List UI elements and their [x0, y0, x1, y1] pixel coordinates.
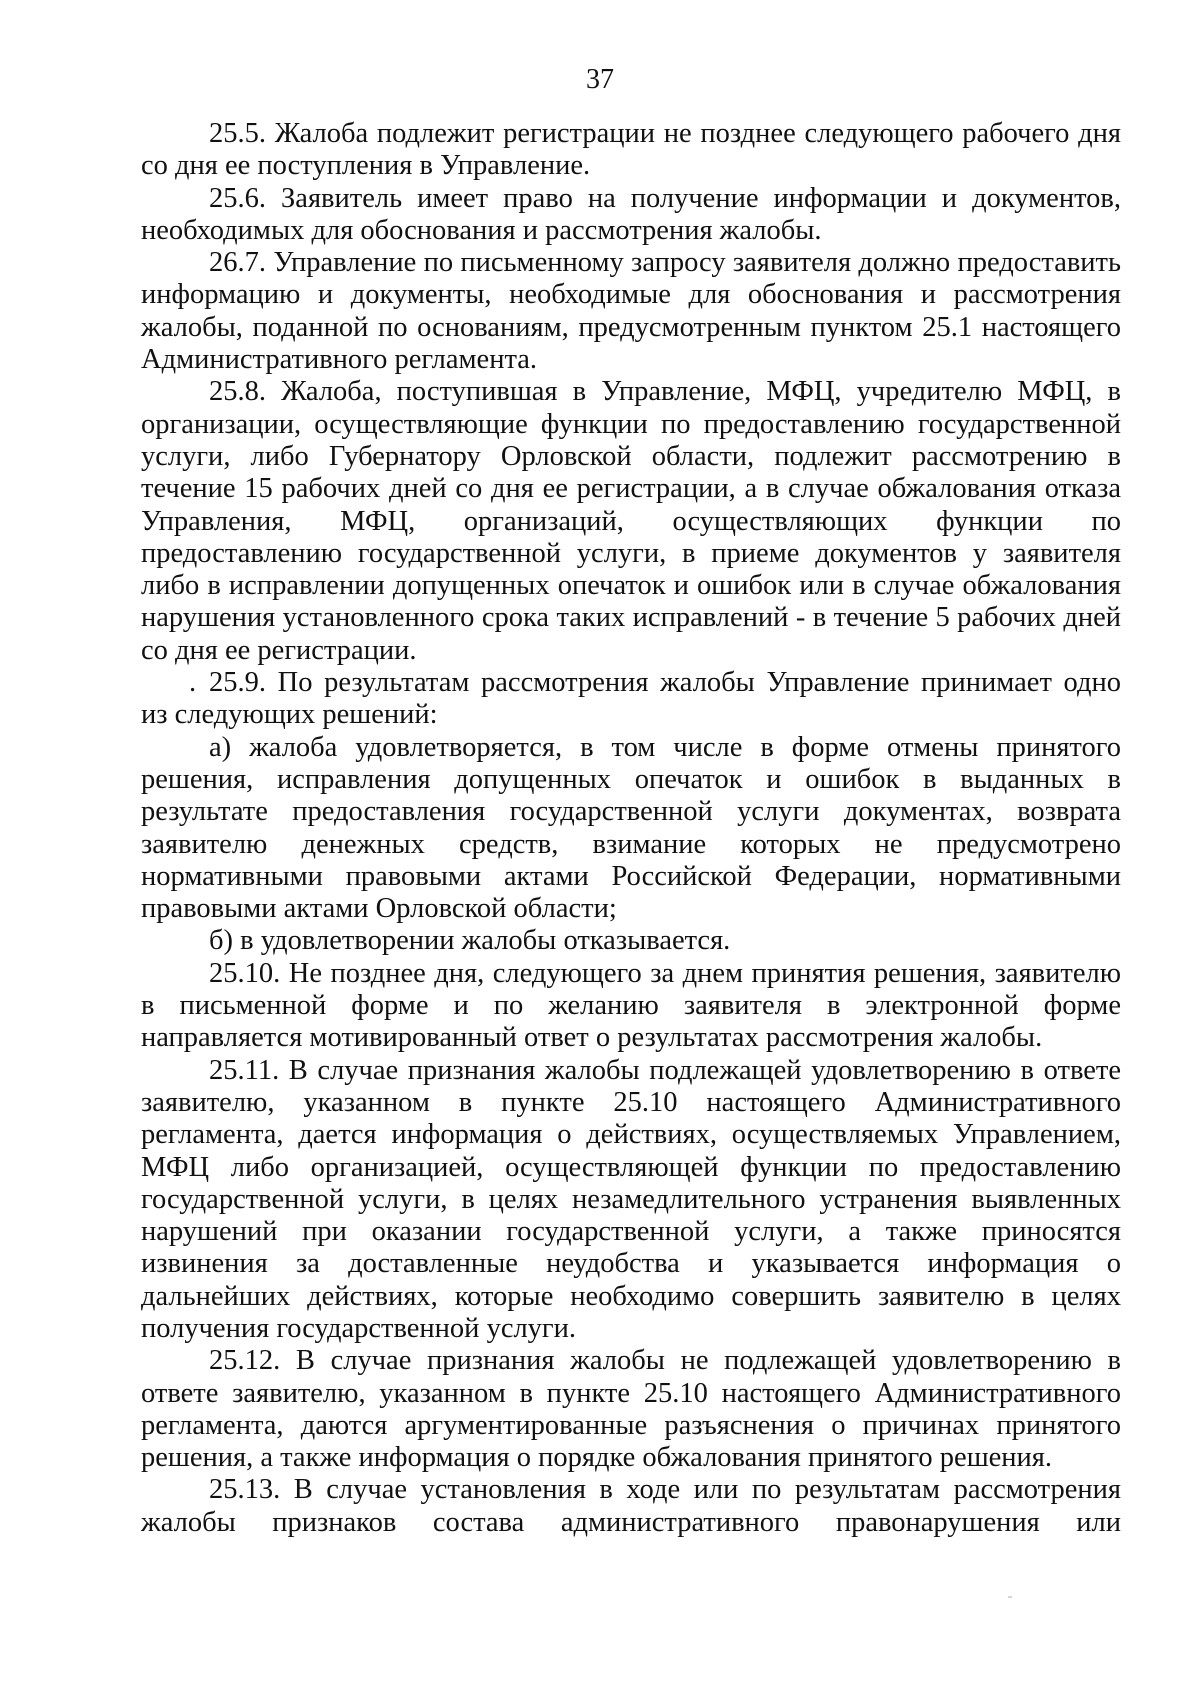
- paragraph-25-12: 25.12. В случае признания жалобы не подлежащей удовлетворению в ответе заявителю, указанном в пункте 25.10 настоящего Административного регламента, даются аргументированные разъяснения о причинах принятого решения, а также информация о порядке обжалования принятого решения.: [141, 1345, 1121, 1474]
- paragraph-26-7: 26.7. Управление по письменному запросу заявителя должно предоставить информацию и документы, необходимые для обоснования и рассмотрения жалобы, поданной по основаниям, предусмотренным пунктом 25.1 настоящего Административного регламента.: [141, 247, 1121, 376]
- scan-speck: [1008, 1596, 1012, 1598]
- paragraph-25-9-a: а) жалоба удовлетворяется, в том числе в форме отмены принятого решения, исправления допущенных опечаток и ошибок в выданных в результате предоставления государственной услуги документах, возврата заявителю денежных средств, взимание которых не предусмотрено нормативными правовыми актами Российской Федерации, нормативными правовыми актами Орловской области;: [141, 731, 1121, 925]
- paragraph-25-6: 25.6. Заявитель имеет право на получение информации и документов, необходимых для обоснования и рассмотрения жалобы.: [141, 182, 1121, 246]
- paragraph-25-5: 25.5. Жалоба подлежит регистрации не позднее следующего рабочего дня со дня ее поступления в Управление.: [141, 118, 1121, 182]
- paragraph-25-9-wrapper: [141, 667, 1121, 732]
- paragraph-25-13: 25.13. В случае установления в ходе или по результатам рассмотрения жалобы признаков состава административного правонарушения или: [141, 1474, 1121, 1538]
- paragraph-25-11: 25.11. В случае признания жалобы подлежащей удовлетворению в ответе заявителю, указанном в пункте 25.10 настоящего Административного регламента, дается информация о действиях, осуществляемых Управлением, МФЦ либо организацией, осуществляющей функции по предоставлению государственной услуги, в целях незамедлительного устранения выявленных нарушений при оказании государственной услуги, а также приносятся извинения за доставленные неудобства и указывается информация о дальнейших действиях, которые необходимо совершить заявителю в целях получения государственной услуги.: [141, 1054, 1121, 1344]
- paragraph-25-10: 25.10. Не позднее дня, следующего за днем принятия решения, заявителю в письменной форме и по желанию заявителя в электронной форме направляется мотивированный ответ о результатах рассмотрения жалобы.: [141, 957, 1121, 1054]
- document-body: [141, 118, 1121, 1539]
- paragraph-25-9-b: б) в удовлетворении жалобы отказывается.: [209, 925, 731, 957]
- paragraph-25-8: 25.8. Жалоба, поступившая в Управление, МФЦ, учредителю МФЦ, в организации, осуществляющие функции по предоставлению государственной услуги, либо Губернатору Орловской области, подлежит рассмотрению в течение 15 рабочих дней со дня ее регистрации, а в случае обжалования отказа Управления, МФЦ, организаций, осуществляющих функции по предоставлению государственной услуги, в приеме документов у заявителя либо в исправлении допущенных опечаток и ошибок или в случае обжалования нарушения установленного срока таких исправлений - в течение 5 рабочих дней со дня ее регистрации.: [141, 376, 1121, 666]
- stray-dot-mark: .: [189, 667, 197, 699]
- page-number: 37: [586, 64, 614, 95]
- paragraph-25-9: 25.9. По результатам рассмотрения жалобы Управление принимает одно из следующих решений:: [141, 667, 1121, 731]
